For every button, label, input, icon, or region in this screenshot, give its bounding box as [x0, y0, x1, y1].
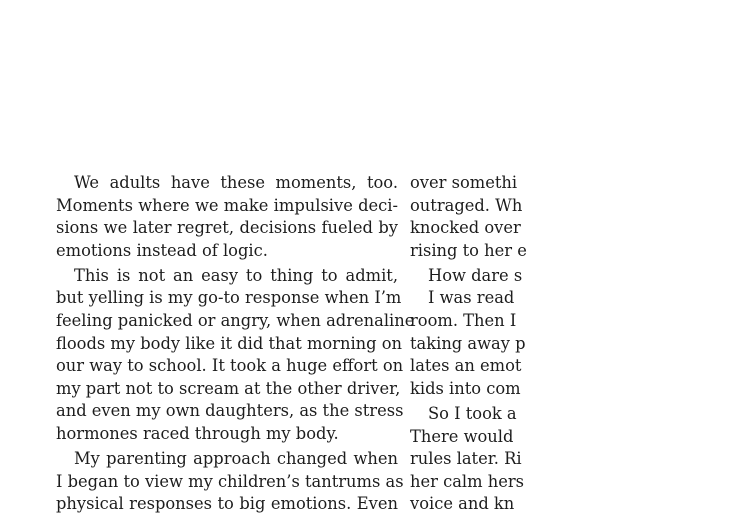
text-line: outraged. Wh — [410, 195, 523, 215]
text-line: This is not an easy to thing to admit, — [74, 265, 398, 285]
text-line: I began to view my children’s tantrums as — [56, 471, 404, 491]
text-line: our way to school. It took a huge effort on — [56, 356, 404, 376]
text-line: knocked over — [410, 218, 521, 238]
text-line: and even my own daughters, as the stress — [56, 401, 404, 421]
text-line: My parenting approach changed when — [74, 449, 398, 469]
text-line: sions we later regret, decisions fueled by — [56, 218, 398, 238]
text-line: So I took a — [428, 403, 517, 423]
text-line: room. Then I — [410, 311, 517, 331]
text-line: There would — [410, 426, 514, 446]
text-line: floods my body like it did that morning on — [56, 333, 403, 353]
text-line: lates an emot — [410, 356, 522, 376]
right-text-column — [410, 172, 752, 516]
text-line: her calm hers — [410, 471, 524, 491]
text-line: kids into com — [410, 378, 521, 398]
text-line: We adults have these moments, too. — [74, 173, 398, 192]
text-line: but yelling is my go-to response when I’m — [56, 288, 402, 308]
text-line: rising to her e — [410, 240, 527, 260]
left-text-column — [56, 172, 415, 516]
text-line: feeling panicked or angry, when adrenaline — [56, 311, 415, 331]
text-line: my part not to scream at the other driver, — [56, 378, 401, 398]
text-line: Moments where we make impulsive deci- — [56, 195, 398, 215]
text-line: I was read — [428, 288, 515, 308]
text-line: rules later. Ri — [410, 449, 522, 469]
text-line: hormones raced through my body. — [56, 424, 339, 444]
text-line: How dare s — [428, 265, 523, 285]
text-line: voice and kn — [410, 494, 515, 514]
text-line: physical responses to big emotions. Even — [56, 494, 398, 514]
text-line: taking away p — [410, 333, 526, 353]
text-line: emotions instead of logic. — [56, 240, 268, 260]
text-line: over somethi — [410, 173, 518, 192]
